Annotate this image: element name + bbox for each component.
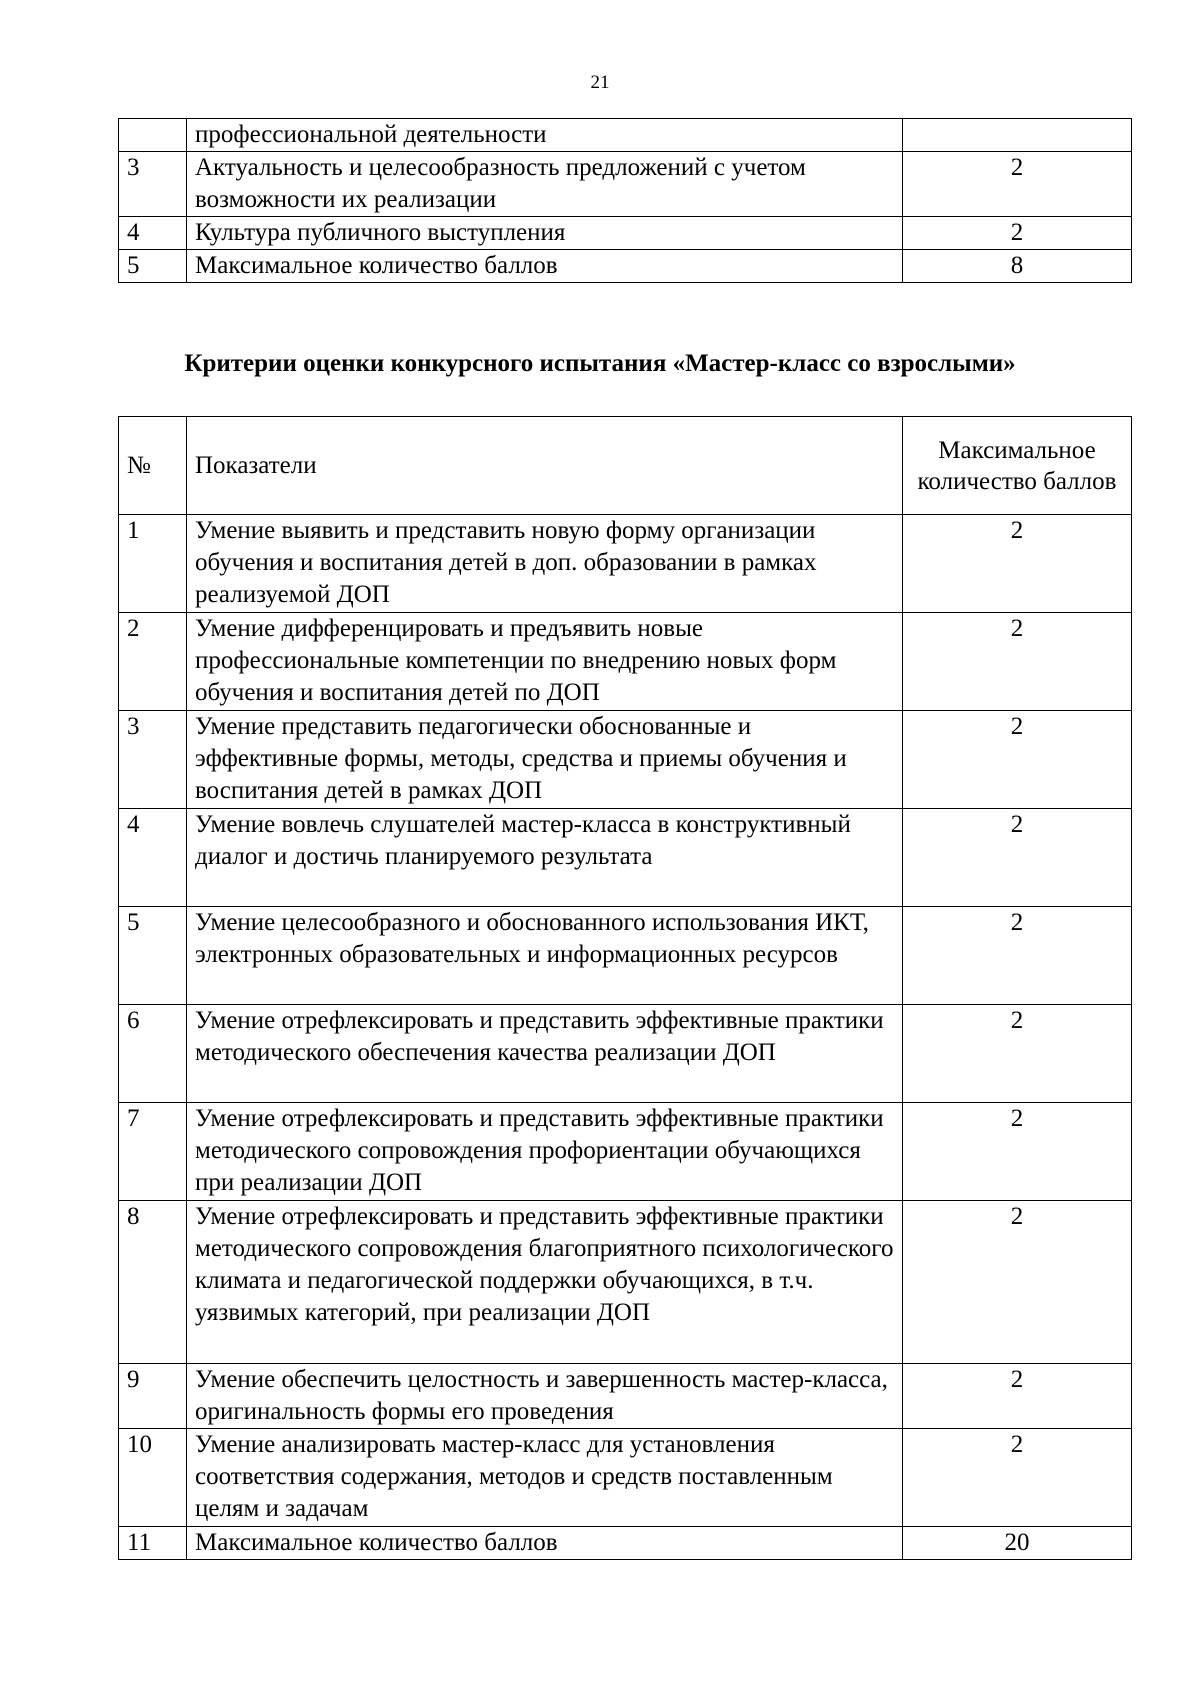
row-number: 10 xyxy=(119,1429,187,1527)
table-row xyxy=(119,1364,1132,1429)
row-points: 20 xyxy=(903,1527,1132,1560)
row-points: 2 xyxy=(903,152,1132,217)
row-points: 2 xyxy=(903,217,1132,250)
row-indicator: Актуальность и целесообразность предложений с учетом возможности их реализации xyxy=(187,152,903,217)
table-row xyxy=(119,119,1132,152)
row-points: 2 xyxy=(903,1364,1132,1429)
row-indicator: Максимальное количество баллов xyxy=(187,1527,903,1560)
master-class-criteria-table xyxy=(118,416,1132,1560)
row-number: 2 xyxy=(119,613,187,711)
row-number: 4 xyxy=(119,217,187,250)
header-indicators: Показатели xyxy=(187,417,903,515)
row-number: 9 xyxy=(119,1364,187,1429)
header-points: Максимальное количество баллов xyxy=(903,417,1132,515)
row-indicator: Культура публичного выступления xyxy=(187,217,903,250)
table-row xyxy=(119,217,1132,250)
row-indicator: Максимальное количество баллов xyxy=(187,250,903,283)
row-number: 5 xyxy=(119,907,187,1005)
row-indicator: Умение отрефлексировать и представить эффективные практики методического обеспечения качества реализации ДОП xyxy=(187,1005,903,1103)
criteria-table-continued xyxy=(118,118,1132,283)
row-points: 2 xyxy=(903,809,1132,907)
row-indicator: Умение представить педагогически обоснованные и эффективные формы, методы, средства и приемы обучения и воспитания детей в рамках ДОП xyxy=(187,711,903,809)
row-number: 6 xyxy=(119,1005,187,1103)
row-points: 2 xyxy=(903,711,1132,809)
section-title: Критерии оценки конкурсного испытания «Мастер-класс со взрослыми» xyxy=(184,350,1016,377)
row-indicator: Умение вовлечь слушателей мастер-класса в конструктивный диалог и достичь планируемого результата xyxy=(187,809,903,907)
row-number: 11 xyxy=(119,1527,187,1560)
table-row xyxy=(119,1201,1132,1364)
row-points: 2 xyxy=(903,1005,1132,1103)
row-indicator: Умение выявить и представить новую форму организации обучения и воспитания детей в доп. образовании в рамках реализуемой ДОП xyxy=(187,515,903,613)
table-row xyxy=(119,152,1132,217)
row-indicator: Умение отрефлексировать и представить эффективные практики методического сопровождения профориентации обучающихся при реализации ДОП xyxy=(187,1103,903,1201)
row-indicator: Умение отрефлексировать и представить эффективные практики методического сопровождения благоприятного психологического климата и педагогической поддержки обучающихся, в т.ч. уязвимых категорий, при реализации ДОП xyxy=(187,1201,903,1364)
table-row xyxy=(119,1005,1132,1103)
row-indicator: профессиональной деятельности xyxy=(187,119,903,152)
table-row xyxy=(119,250,1132,283)
row-number: 1 xyxy=(119,515,187,613)
table-row xyxy=(119,711,1132,809)
row-indicator: Умение обеспечить целостность и завершенность мастер-класса, оригинальность формы его проведения xyxy=(187,1364,903,1429)
row-indicator: Умение дифференцировать и предъявить новые профессиональные компетенции по внедрению новых форм обучения и воспитания детей по ДОП xyxy=(187,613,903,711)
row-number: 3 xyxy=(119,152,187,217)
row-number: 7 xyxy=(119,1103,187,1201)
row-points: 2 xyxy=(903,1201,1132,1364)
row-number: 5 xyxy=(119,250,187,283)
row-number: 8 xyxy=(119,1201,187,1364)
row-number: 3 xyxy=(119,711,187,809)
header-number: № xyxy=(119,417,187,515)
row-points: 8 xyxy=(903,250,1132,283)
row-points: 2 xyxy=(903,1429,1132,1527)
table-row xyxy=(119,809,1132,907)
table-row xyxy=(119,1429,1132,1527)
row-indicator: Умение анализировать мастер-класс для установления соответствия содержания, методов и средств поставленным целям и задачам xyxy=(187,1429,903,1527)
row-points: 2 xyxy=(903,613,1132,711)
row-number xyxy=(119,119,187,152)
table-row xyxy=(119,907,1132,1005)
page-number: 21 xyxy=(590,72,610,93)
row-number: 4 xyxy=(119,809,187,907)
table-row xyxy=(119,1103,1132,1201)
row-points xyxy=(903,119,1132,152)
table-row xyxy=(119,613,1132,711)
table-row xyxy=(119,515,1132,613)
table-row xyxy=(119,1527,1132,1560)
row-points: 2 xyxy=(903,907,1132,1005)
table-header-row xyxy=(119,417,1132,515)
row-indicator: Умение целесообразного и обоснованного использования ИКТ, электронных образовательных и информационных ресурсов xyxy=(187,907,903,1005)
row-points: 2 xyxy=(903,1103,1132,1201)
row-points: 2 xyxy=(903,515,1132,613)
